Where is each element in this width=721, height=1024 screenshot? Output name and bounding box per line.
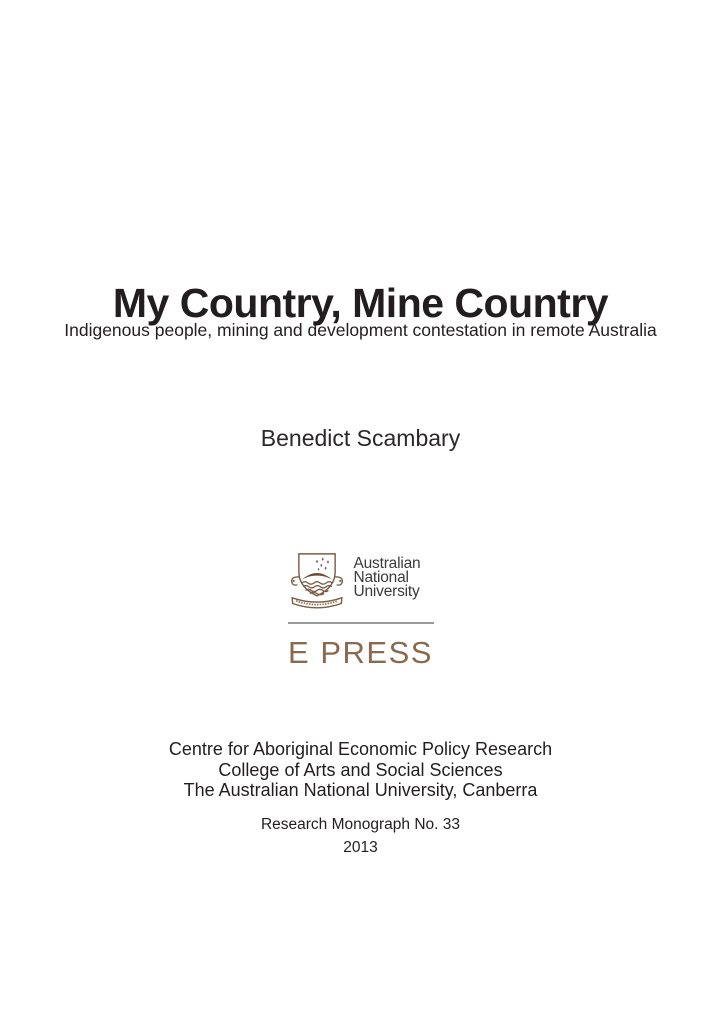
anu-logo-row [288,551,434,614]
publication-year: 2013 [343,839,378,856]
anu-crest-icon [288,551,346,614]
affiliation-line: College of Arts and Social Sciences [218,759,503,780]
university-name-line: Australian [353,555,421,572]
university-name-line: National [353,569,409,586]
book-subtitle: Indigenous people, mining and development contestation in remote Australia [64,320,657,340]
university-name-line: University [353,583,420,600]
book-author: Benedict Scambary [260,425,461,451]
series-title: Research Monograph No. 33 [260,816,461,833]
book-title: My Country, Mine Country [112,280,609,327]
logo-divider [288,622,434,624]
epress-imprint: E PRESS [288,635,433,670]
university-name [354,551,421,599]
publisher-logo [288,551,434,671]
affiliation-line: The Australian National University, Canberra [183,780,538,800]
affiliation-line: Centre for Aboriginal Economic Policy Research [168,739,553,759]
affiliation-block [0,739,721,801]
